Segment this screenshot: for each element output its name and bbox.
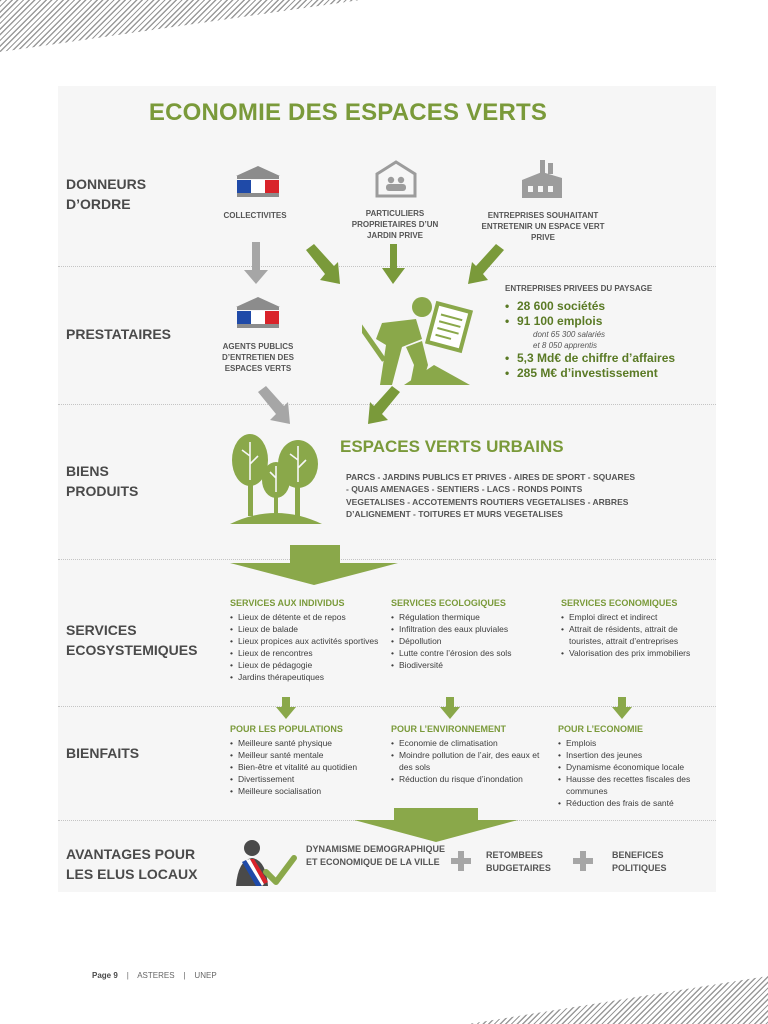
decorative-hatch-top — [0, 0, 360, 52]
flow-arrows-donneurs — [230, 238, 510, 290]
factory-icon — [518, 158, 566, 202]
list-item: • Lieux de balade — [230, 623, 385, 635]
plus-icon — [451, 851, 471, 871]
services-ecologiques-title: SERVICES ECOLOGIQUES — [391, 598, 506, 608]
label-agents-publics: AGENTS PUBLICS D’ENTRETIEN DES ESPACES VERTS — [221, 342, 294, 373]
stats-heading: ENTREPRISES PRIVEES DU PAYSAGE — [505, 284, 653, 293]
list-item: • Jardins thérapeutiques — [230, 671, 385, 683]
gardener-worker-icon — [362, 295, 474, 387]
bienfaits-populations-title: POUR LES POPULATIONS — [230, 724, 343, 734]
arrow-down — [276, 697, 296, 719]
trees-icon — [228, 432, 324, 526]
avantage-dynamisme: DYNAMISME DEMOGRAPHIQUE ET ECONOMIQUE DE LA VILLE — [306, 844, 446, 867]
stat-emplois: • 91 100 emplois — [505, 314, 715, 329]
page-title: ECONOMIE DES ESPACES VERTS — [148, 99, 548, 126]
decorative-hatch-bottom — [468, 976, 768, 1024]
row-label-services: SERVICES ECOSYSTEMIQUES — [66, 622, 198, 658]
list-item: • Lieux de rencontres — [230, 647, 385, 659]
stat-emplois-detail: dont 65 300 salariés — [533, 330, 606, 339]
list-item: • Régulation thermique — [391, 611, 551, 623]
row-label-avantages: AVANTAGES POUR LES ELUS LOCAUX — [66, 846, 198, 882]
label-collectivites: COLLECTIVITES — [223, 211, 287, 220]
list-item: • Réduction du risque d’inondation — [391, 773, 551, 785]
list-item: • Bien-être et vitalité au quotidien — [230, 761, 380, 773]
list-item: • Réduction des frais de santé — [558, 797, 716, 809]
stat-chiffre-affaires: • 5,3 Md€ de chiffre d’affaires — [505, 351, 715, 366]
label-particuliers: PARTICULIERS PROPRIETAIRES D’UN JARDIN PRIVE — [351, 209, 439, 240]
list-item: • Dynamisme économique locale — [558, 761, 716, 773]
row-label-donneurs: DONNEURS D’ORDRE — [66, 176, 147, 212]
arrow-down — [440, 697, 460, 719]
list-item: • Divertissement — [230, 773, 380, 785]
row-label-prestataires: PRESTATAIRES — [66, 326, 172, 342]
espaces-verts-list: PARCS - JARDINS PUBLICS ET PRIVES - AIRES DE SPORT - SQUARES - QUAIS AMENAGES - SENTIERS - LACS - RONDS POINTS VEGETALISES - ACCOTEMENTS ROUTIERS VEGETALISES - ARBRES D’ALIGNEMENT - TOITURES ET MURS VEGETALISES — [346, 472, 636, 520]
footer-separator: | — [183, 971, 186, 980]
mayor-check-icon — [232, 838, 298, 888]
stat-emplois-detail: et 8 050 apprentis — [533, 341, 598, 350]
espaces-verts-title: ESPACES VERTS URBAINS — [340, 437, 564, 456]
label-entreprises: ENTREPRISES SOUHAITANT ENTRETENIR UN ESPACE VERT PRIVE — [481, 211, 605, 242]
row-label-bienfaits: BIENFAITS — [66, 745, 140, 761]
list-item: • Meilleure socialisation — [230, 785, 380, 797]
footer-page-number: Page 9 — [92, 971, 118, 980]
list-item: • Insertion des jeunes — [558, 749, 716, 761]
services-economiques — [561, 598, 711, 659]
bienfaits-populations — [230, 724, 380, 797]
stat-societes: • 28 600 sociétés — [505, 299, 715, 314]
list-item: • Lieux propices aux activités sportives — [230, 635, 385, 647]
big-arrow-down — [228, 545, 400, 585]
list-item: • Emploi direct et indirect — [561, 611, 711, 623]
list-item: • Valorisation des prix immobiliers — [561, 647, 711, 659]
bienfaits-environnement-title: POUR L’ENVIRONNEMENT — [391, 724, 507, 734]
private-companies-stats — [505, 284, 715, 381]
list-item: • Emplois — [558, 737, 716, 749]
town-hall-icon — [234, 165, 282, 203]
arrow-down — [612, 697, 632, 719]
list-item: • Meilleur santé mentale — [230, 749, 380, 761]
services-economiques-title: SERVICES ECONOMIQUES — [561, 598, 678, 608]
list-item: • Meilleure santé physique — [230, 737, 380, 749]
bienfaits-economie-title: POUR L’ECONOMIE — [558, 724, 644, 734]
stat-investissement: • 285 M€ d’investissement — [505, 366, 715, 381]
list-item: • Lutte contre l’érosion des sols — [391, 647, 551, 659]
list-item: • Dépollution — [391, 635, 551, 647]
page-footer — [92, 971, 217, 980]
row-label-biens: BIENS PRODUITS — [66, 463, 139, 499]
footer-separator: | — [126, 971, 129, 980]
flow-arrows-prestataires — [250, 386, 410, 430]
services-individus — [230, 598, 385, 683]
house-icon — [375, 160, 417, 198]
bienfaits-environnement — [391, 724, 551, 785]
list-item: • Lieux de détente et de repos — [230, 611, 385, 623]
list-item: • Hausse des recettes fiscales des communes — [558, 773, 716, 797]
list-item: • Infiltration des eaux pluviales — [391, 623, 551, 635]
avantage-benefices: BENEFICES POLITIQUES — [612, 850, 667, 873]
list-item: • Economie de climatisation — [391, 737, 551, 749]
services-ecologiques — [391, 598, 551, 671]
list-item: • Attrait de résidents, attrait de touristes, attrait d’entreprises — [561, 623, 711, 647]
bienfaits-economie — [558, 724, 716, 809]
footer-org-unep: UNEP — [194, 971, 217, 980]
wide-arrow-down — [352, 808, 520, 842]
town-hall-icon — [234, 296, 282, 334]
list-item: • Moindre pollution de l’air, des eaux et des sols — [391, 749, 551, 773]
list-item: • Lieux de pédagogie — [230, 659, 385, 671]
list-item: • Biodiversité — [391, 659, 551, 671]
avantage-retombees: RETOMBEES BUDGETAIRES — [486, 850, 551, 873]
services-individus-title: SERVICES AUX INDIVIDUS — [230, 598, 345, 608]
footer-org-asteres: ASTERES — [137, 971, 175, 980]
plus-icon — [573, 851, 593, 871]
